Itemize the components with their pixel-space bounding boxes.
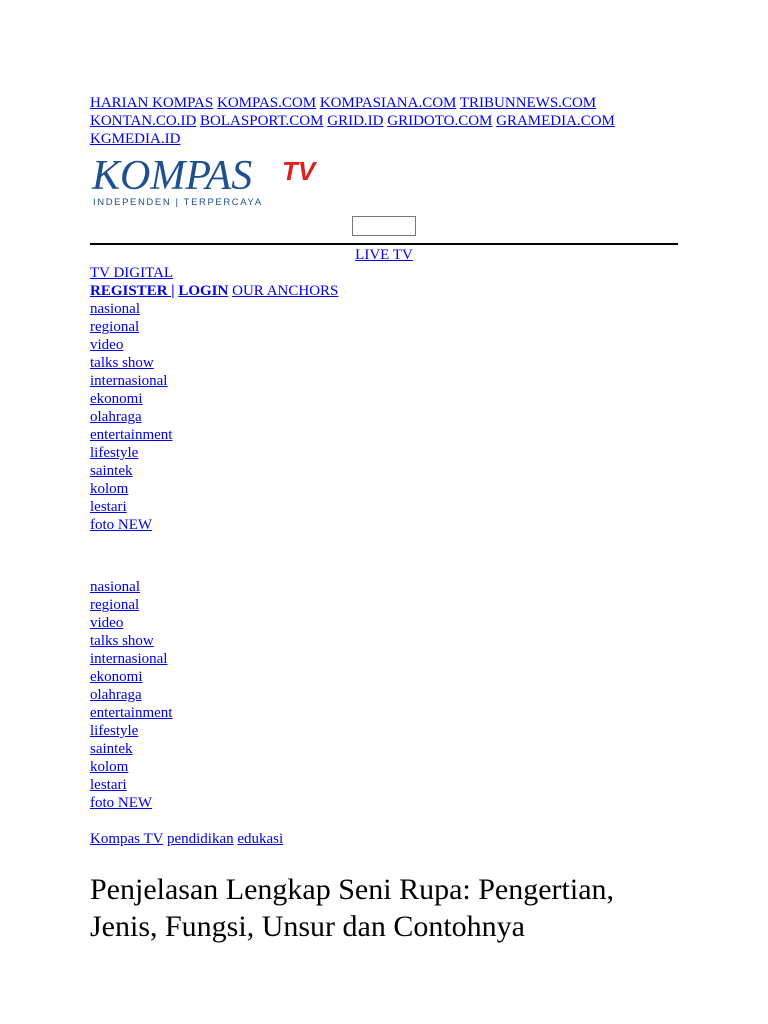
- list-item: [90, 354, 678, 372]
- network-link-bolasport[interactable]: BOLASPORT.COM: [200, 113, 324, 129]
- logo-word: KOMPAS: [92, 154, 253, 199]
- live-tv-row: [90, 246, 678, 264]
- list-item: [90, 336, 678, 354]
- our-anchors-link[interactable]: OUR ANCHORS: [232, 283, 339, 299]
- category-link-nasional[interactable]: nasional: [90, 579, 140, 595]
- breadcrumb: [90, 830, 678, 848]
- tv-digital-row: [90, 264, 678, 282]
- list-item: [90, 372, 678, 390]
- category-link-olahraga[interactable]: olahraga: [90, 409, 142, 425]
- list-item: [90, 444, 678, 462]
- list-item: [90, 704, 678, 722]
- category-link-internasional[interactable]: internasional: [90, 651, 168, 667]
- category-menu-primary: [90, 300, 678, 534]
- network-link-grid[interactable]: GRID.ID: [327, 113, 384, 129]
- category-link-ekonomi[interactable]: ekonomi: [90, 391, 143, 407]
- list-item: [90, 426, 678, 444]
- account-row: [90, 282, 678, 300]
- category-link-lifestyle[interactable]: lifestyle: [90, 445, 139, 461]
- article-title: Penjelasan Lengkap Seni Rupa: Pengertian, Jenis, Fungsi, Unsur dan Contohnya: [90, 873, 615, 943]
- category-link-kolom[interactable]: kolom: [90, 481, 129, 497]
- category-link-saintek[interactable]: saintek: [90, 741, 133, 757]
- network-link-kompas-com[interactable]: KOMPAS.COM: [216, 95, 317, 111]
- category-link-talks-show[interactable]: talks show: [90, 355, 154, 371]
- header-divider: [90, 243, 678, 245]
- list-item: [90, 776, 678, 794]
- list-item: [90, 668, 678, 686]
- breadcrumb-item-kompas-tv[interactable]: Kompas TV: [90, 831, 164, 847]
- list-item: [90, 614, 678, 632]
- logo-suffix: TV: [282, 156, 316, 186]
- category-link-talks-show[interactable]: talks show: [90, 633, 154, 649]
- category-link-regional[interactable]: regional: [90, 319, 140, 335]
- breadcrumb-item-pendidikan[interactable]: pendidikan: [166, 831, 234, 847]
- network-link-tribunnews[interactable]: TRIBUNNEWS.COM: [459, 95, 597, 111]
- list-item: [90, 632, 678, 650]
- category-link-kolom[interactable]: kolom: [90, 759, 129, 775]
- list-item: [90, 300, 678, 318]
- category-link-lestari[interactable]: lestari: [90, 777, 127, 793]
- register-link[interactable]: REGISTER |: [90, 283, 175, 299]
- list-item: [90, 318, 678, 336]
- list-item: [90, 462, 678, 480]
- category-menu-secondary: [90, 578, 678, 812]
- category-link-olahraga[interactable]: olahraga: [90, 687, 142, 703]
- category-link-nasional[interactable]: nasional: [90, 301, 140, 317]
- category-link-internasional[interactable]: internasional: [90, 373, 168, 389]
- network-link-kompasiana[interactable]: KOMPASIANA.COM: [319, 95, 457, 111]
- search-input[interactable]: [352, 216, 416, 236]
- search-area: [90, 216, 678, 240]
- network-link-kgmedia[interactable]: KGMEDIA.ID: [90, 131, 181, 147]
- category-link-video[interactable]: video: [90, 615, 124, 631]
- list-item: [90, 650, 678, 668]
- category-link-foto[interactable]: foto NEW: [90, 795, 153, 811]
- category-link-entertainment[interactable]: entertainment: [90, 427, 173, 443]
- list-item: [90, 498, 678, 516]
- network-links: [90, 94, 678, 148]
- kompastv-logo[interactable]: [90, 154, 326, 210]
- category-link-foto[interactable]: foto NEW: [90, 517, 153, 533]
- category-link-video[interactable]: video: [90, 337, 124, 353]
- breadcrumb-item-edukasi[interactable]: edukasi: [237, 831, 284, 847]
- network-link-kontan[interactable]: KONTAN.CO.ID: [90, 113, 197, 129]
- list-item: [90, 480, 678, 498]
- logo-tagline: INDEPENDEN | TERPERCAYA: [93, 197, 263, 208]
- list-item: [90, 408, 678, 426]
- network-link-gramedia[interactable]: GRAMEDIA.COM: [496, 113, 615, 129]
- list-item: [90, 578, 678, 596]
- tv-digital-link[interactable]: TV DIGITAL: [90, 265, 174, 281]
- list-item: [90, 758, 678, 776]
- category-link-ekonomi[interactable]: ekonomi: [90, 669, 143, 685]
- list-item: [90, 596, 678, 614]
- list-item: [90, 390, 678, 408]
- kompastv-logo-icon: [90, 154, 326, 210]
- list-item: [90, 686, 678, 704]
- page-content: [90, 94, 678, 945]
- list-item: [90, 794, 678, 812]
- login-link[interactable]: LOGIN: [178, 283, 229, 299]
- category-link-saintek[interactable]: saintek: [90, 463, 133, 479]
- network-link-gridoto[interactable]: GRIDOTO.COM: [387, 113, 493, 129]
- menu-spacer: [90, 534, 678, 578]
- network-link-harian-kompas[interactable]: HARIAN KOMPAS: [90, 95, 214, 111]
- category-link-lifestyle[interactable]: lifestyle: [90, 723, 139, 739]
- list-item: [90, 740, 678, 758]
- list-item: [90, 722, 678, 740]
- list-item: [90, 516, 678, 534]
- category-link-entertainment[interactable]: entertainment: [90, 705, 173, 721]
- live-tv-link[interactable]: LIVE TV: [355, 247, 413, 263]
- category-link-lestari[interactable]: lestari: [90, 499, 127, 515]
- category-link-regional[interactable]: regional: [90, 597, 140, 613]
